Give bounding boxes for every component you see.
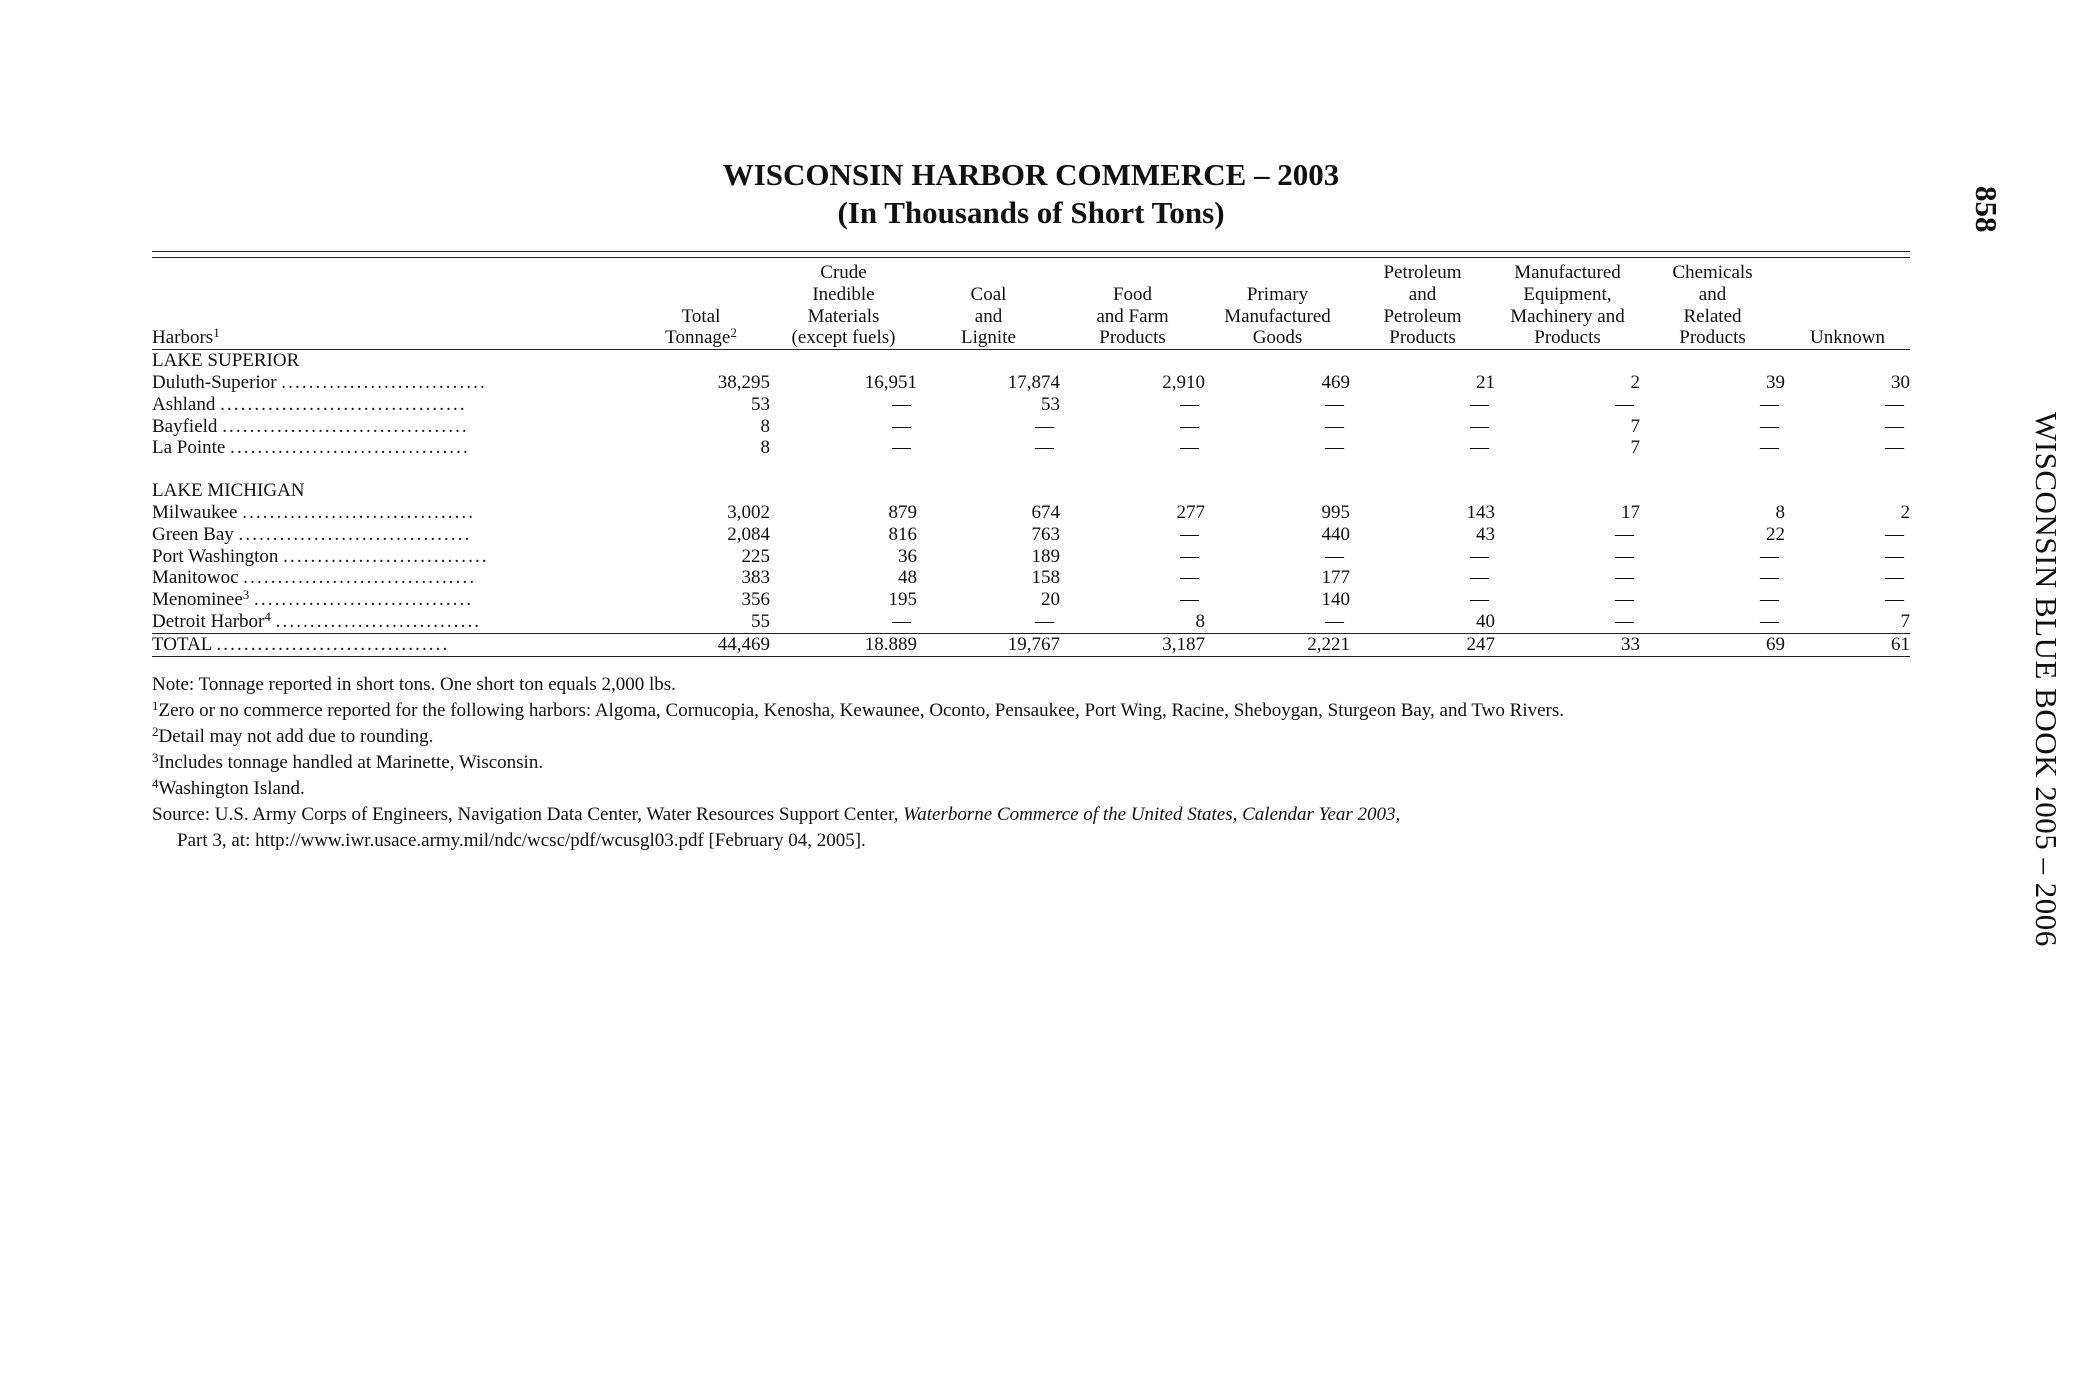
table-row	[152, 589, 1910, 611]
dot-leaders: ..................................	[238, 523, 472, 545]
dot-leaders: ....................................	[220, 393, 467, 415]
column-header-line: and	[974, 305, 1003, 327]
notes	[152, 672, 1912, 854]
table-cell: —	[1325, 545, 1344, 567]
harbor-name	[152, 589, 632, 611]
footnote	[152, 698, 1912, 724]
column-header-line: Tonnage	[665, 327, 731, 349]
table-row	[152, 416, 1910, 438]
column-header-line: Related	[1683, 305, 1742, 327]
column-header-line: Products	[1534, 327, 1601, 349]
table-cell: 8	[760, 437, 770, 459]
section-spacer	[152, 459, 1910, 480]
column-header	[1350, 262, 1495, 350]
table-row	[152, 567, 1910, 589]
harbor-label: Milwaukee	[152, 501, 238, 523]
source-note: Source: U.S. Army Corps of Engineers, Navigation Data Center, Water Resources Support Center, Waterborne Commerce of the United States, Calendar Year 2003,	[152, 804, 1401, 825]
table-row	[152, 611, 1910, 633]
column-header	[632, 262, 770, 350]
table-cell: 43	[1476, 523, 1495, 545]
table-cell: —	[1760, 437, 1779, 459]
harbor-name	[152, 437, 632, 459]
table-cell: —	[1885, 545, 1904, 567]
column-header-line: and	[1408, 283, 1437, 305]
dot-leaders: ..............................	[283, 545, 489, 567]
column-header-line: Materials	[807, 305, 880, 327]
harbor-label: Duluth-Superior	[152, 371, 277, 393]
table-cell: —	[1035, 610, 1054, 632]
dot-leaders: ..................................	[216, 633, 450, 655]
footnote-text: Detail may not add due to rounding.	[158, 726, 434, 747]
column-header-line: Machinery and	[1510, 305, 1625, 327]
table-cell: —	[1615, 610, 1634, 632]
running-head: WISCONSIN BLUE BOOK 2005 – 2006	[2029, 412, 2064, 947]
table-row	[152, 372, 1910, 394]
table-cell: 21	[1476, 371, 1495, 393]
harbor-label: Detroit Harbor	[152, 610, 265, 632]
table-cell: 143	[1466, 501, 1495, 523]
total-cell: 33	[1495, 633, 1640, 656]
table-cell: —	[1325, 610, 1344, 632]
table-cell: —	[1760, 610, 1779, 632]
table-cell: —	[1180, 523, 1199, 545]
table-cell: 7	[1630, 437, 1640, 459]
column-header-line: Products	[1679, 327, 1746, 349]
section-header: LAKE MICHIGAN	[152, 480, 305, 502]
table-cell: 20	[1041, 589, 1060, 611]
table-cell: —	[1615, 523, 1634, 545]
harbor-label: Ashland	[152, 393, 216, 415]
table-cell: —	[892, 437, 911, 459]
total-cell: 19,767	[917, 633, 1060, 656]
harbor-label: Green Bay	[152, 523, 234, 545]
dot-leaders: ..................................	[242, 501, 476, 523]
footnote-marker: 1	[152, 698, 159, 713]
harbor-label: Bayfield	[152, 415, 218, 437]
harbor-name	[152, 611, 632, 633]
table-cell: 39	[1766, 371, 1785, 393]
table-row	[152, 437, 1910, 459]
dot-leaders: ..................................	[243, 567, 477, 589]
column-header	[1060, 262, 1205, 350]
harbor-name	[152, 567, 632, 589]
section-header: LAKE SUPERIOR	[152, 350, 300, 372]
total-cell: 61	[1785, 633, 1910, 656]
table-cell: —	[1760, 393, 1779, 415]
table-cell: 53	[1041, 393, 1060, 415]
table-cell: 2	[1900, 501, 1910, 523]
table-cell: —	[1885, 393, 1904, 415]
dot-leaders: ....................................	[222, 415, 469, 437]
footnote-ref: 3	[242, 589, 250, 603]
table-cell: 17,874	[1007, 371, 1060, 393]
table-cell: —	[1760, 567, 1779, 589]
table-cell: —	[1325, 393, 1344, 415]
table-cell: —	[1325, 415, 1344, 437]
table-cell: —	[1615, 567, 1634, 589]
table-cell: —	[1615, 545, 1634, 567]
page-subtitle: (In Thousands of Short Tons)	[837, 195, 1225, 230]
total-cell: 247	[1350, 633, 1495, 656]
table-cell: 40	[1476, 610, 1495, 632]
table-cell: —	[1885, 523, 1904, 545]
column-header-line: Lignite	[961, 327, 1016, 349]
table-cell: 158	[1031, 567, 1060, 589]
dot-leaders: ................................	[254, 589, 474, 611]
table-cell: —	[892, 610, 911, 632]
table-cell: —	[1470, 567, 1489, 589]
table-cell: —	[1470, 589, 1489, 611]
column-header-line: Products	[1099, 327, 1166, 349]
table-cell: —	[1470, 437, 1489, 459]
column-header-line: Equipment,	[1523, 283, 1612, 305]
total-label-cell	[152, 633, 632, 656]
table-cell: 7	[1630, 415, 1640, 437]
footnote	[152, 724, 1912, 750]
total-cell: 3,187	[1060, 633, 1205, 656]
column-header-line: Coal	[970, 283, 1007, 305]
footnote-ref: 2	[730, 325, 737, 341]
table-cell: 440	[1321, 523, 1350, 545]
table-cell: 8	[1195, 610, 1205, 632]
dot-leaders: ..............................	[281, 371, 487, 393]
table-cell: 2	[1630, 371, 1640, 393]
table-cell: 30	[1891, 371, 1910, 393]
column-header-line: Products	[1389, 327, 1456, 349]
column-header-line: Manufactured	[1514, 262, 1621, 283]
column-header-line: Food	[1112, 283, 1153, 305]
column-header	[770, 262, 917, 350]
table-cell: 17	[1621, 501, 1640, 523]
harbor-name	[152, 372, 632, 394]
table-cell: 38,295	[717, 371, 770, 393]
table-cell: —	[892, 415, 911, 437]
column-header	[1640, 262, 1785, 350]
table-cell: —	[892, 393, 911, 415]
table-cell: —	[1325, 437, 1344, 459]
table-cell: 195	[888, 589, 917, 611]
total-cell: 69	[1640, 633, 1785, 656]
harbor-name	[152, 394, 632, 416]
table-cell: —	[1760, 415, 1779, 437]
table-cell: 2,084	[727, 523, 770, 545]
column-header-line: Manufactured	[1224, 305, 1331, 327]
table-row	[152, 502, 1910, 524]
section-header-row	[152, 350, 1910, 372]
total-cell: 18.889	[770, 633, 917, 656]
table-cell: 55	[751, 610, 770, 632]
table-cell: 189	[1031, 545, 1060, 567]
column-header-line: Primary	[1246, 283, 1309, 305]
table-cell: 16,951	[864, 371, 917, 393]
table-cell: —	[1470, 393, 1489, 415]
table-cell: 7	[1900, 610, 1910, 632]
column-header	[917, 262, 1060, 350]
table-cell: —	[1885, 567, 1904, 589]
table-cell: 140	[1321, 589, 1350, 611]
table-cell: 3,002	[727, 501, 770, 523]
table-cell: 277	[1176, 501, 1205, 523]
table-cell: —	[1180, 415, 1199, 437]
table-cell: —	[1760, 589, 1779, 611]
footnote-text: Includes tonnage handled at Marinette, Wisconsin.	[158, 752, 544, 773]
total-cell: 2,221	[1205, 633, 1350, 656]
table-cell: 763	[1031, 523, 1060, 545]
table-row	[152, 394, 1910, 416]
table-cell: 48	[898, 567, 917, 589]
footnote-text: Zero or no commerce reported for the following harbors: Algoma, Cornucopia, Kenosha, Kewaunee, Oconto, Pensaukee, Port Wing, Racine, Sheboygan, Sturgeon Bay, and Two Rivers.	[158, 700, 1565, 721]
column-header	[1205, 262, 1350, 350]
table-cell: 469	[1321, 371, 1350, 393]
table-cell: —	[1180, 545, 1199, 567]
section-header-row	[152, 480, 1910, 502]
column-header-line: Total	[681, 305, 721, 327]
total-row	[152, 633, 1910, 656]
table-cell: —	[1470, 415, 1489, 437]
harbor-name	[152, 524, 632, 546]
header-row	[152, 262, 1910, 350]
column-header-line: Petroleum	[1383, 262, 1462, 283]
harbor-label: Manitowoc	[152, 567, 239, 589]
column-header	[1495, 262, 1640, 350]
tonnage-note: Note: Tonnage reported in short tons. One short ton equals 2,000 lbs.	[152, 674, 676, 695]
harbor-name	[152, 546, 632, 568]
table-cell: —	[1615, 393, 1634, 415]
harbor-name	[152, 502, 632, 524]
table-cell: —	[1180, 567, 1199, 589]
table-cell: 177	[1321, 567, 1350, 589]
table-body	[152, 350, 1910, 656]
page-number: 858	[1969, 186, 2004, 233]
footnote	[152, 776, 1912, 802]
column-header-line: Crude	[820, 262, 867, 283]
column-header	[1785, 262, 1910, 350]
dot-leaders: ..............................	[275, 610, 482, 632]
table-cell: 356	[741, 589, 770, 611]
footnote-marker: 3	[152, 750, 159, 765]
table-cell: —	[1035, 415, 1054, 437]
footnote-ref: 4	[264, 610, 271, 624]
table-row	[152, 546, 1910, 568]
table-cell: 879	[888, 501, 917, 523]
table-cell: —	[1885, 589, 1904, 611]
page-title: WISCONSIN HARBOR COMMERCE – 2003	[722, 157, 1340, 192]
table-row	[152, 524, 1910, 546]
table-cell: 36	[898, 545, 917, 567]
total-cell: 44,469	[632, 633, 770, 656]
column-header-line: Chemicals	[1672, 262, 1753, 283]
footnote-marker: 2	[152, 724, 159, 739]
harbor-label: Menominee	[152, 589, 243, 611]
column-header-line: and Farm	[1096, 305, 1169, 327]
table-cell: 8	[1775, 501, 1785, 523]
harbors-header: Harbors$^1$	[152, 262, 632, 350]
footnotes	[152, 698, 1912, 802]
harbor-label: La Pointe	[152, 437, 226, 459]
table-cell: —	[1760, 545, 1779, 567]
footnote-text: Washington Island.	[158, 778, 305, 799]
table-cell: 995	[1321, 501, 1350, 523]
table-cell: —	[1035, 437, 1054, 459]
harbor-name	[152, 416, 632, 438]
column-header-line: Unknown	[1810, 327, 1885, 349]
table-cell: 674	[1031, 501, 1060, 523]
dot-leaders: ...................................	[230, 437, 470, 459]
source-note-line2: Part 3, at: http://www.iwr.usace.army.mil/ndc/wcsc/pdf/wcusgl03.pdf [February 04, 2005].	[177, 830, 866, 851]
table-cell: —	[1470, 545, 1489, 567]
total-label: TOTAL	[152, 633, 212, 655]
footnote-marker: 4	[152, 776, 159, 791]
footnote	[152, 750, 1912, 776]
table-cell: 225	[741, 545, 770, 567]
top-rule	[152, 251, 1910, 252]
table-cell: 816	[888, 523, 917, 545]
column-header-line: Goods	[1252, 327, 1303, 349]
top-rule-double	[152, 257, 1910, 258]
table-cell: —	[1885, 437, 1904, 459]
column-header-line: Petroleum	[1383, 305, 1462, 327]
table-cell: —	[1885, 415, 1904, 437]
table-cell: 383	[741, 567, 770, 589]
harbor-commerce-table	[152, 262, 1910, 657]
column-header-line: and	[1698, 283, 1727, 305]
column-header-line: Inedible	[812, 283, 875, 305]
harbor-label: Port Washington	[152, 545, 279, 567]
table-cell: —	[1180, 589, 1199, 611]
table-cell: —	[1180, 437, 1199, 459]
table-cell: 53	[751, 393, 770, 415]
table-cell: —	[1615, 589, 1634, 611]
table-cell: 8	[760, 415, 770, 437]
table-cell: 2,910	[1162, 371, 1205, 393]
table-cell: 22	[1766, 523, 1785, 545]
column-header-line: (except fuels)	[791, 327, 896, 349]
table-cell: —	[1180, 393, 1199, 415]
